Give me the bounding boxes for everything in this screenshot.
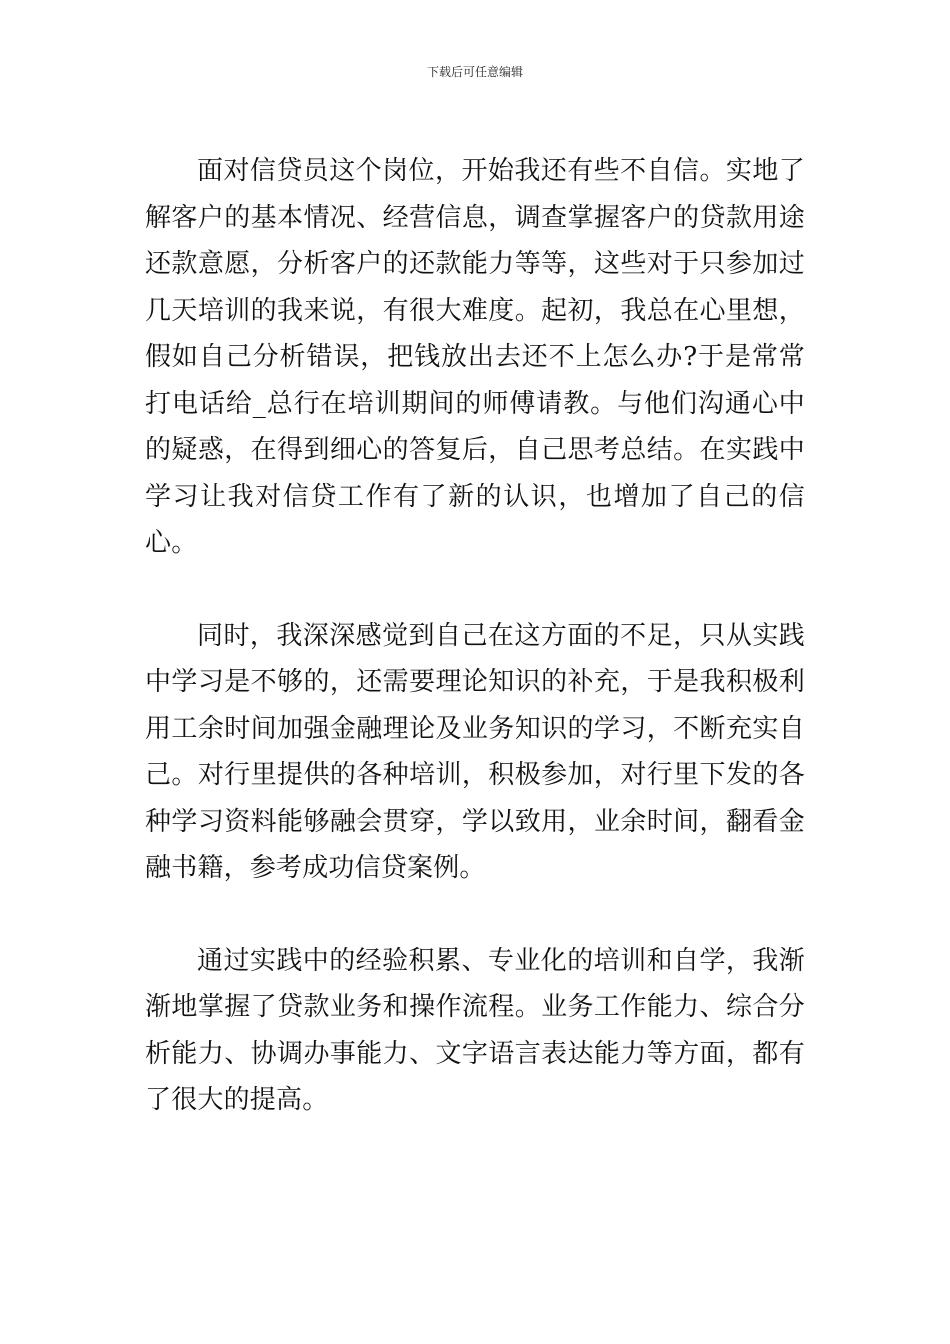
document-body (145, 148, 805, 1124)
paragraph-3: 通过实践中的经验积累、专业化的培训和自学，我渐渐地掌握了贷款业务和操作流程。业务工作能力、综合分析能力、协调办事能力、文字语言表达能力等方面，都有了很大的提高。 (145, 945, 805, 1115)
page-header: 下载后可任意编辑 (426, 65, 523, 79)
paragraph-1: 面对信贷员这个岗位，开始我还有些不自信。实地了解客户的基本情况、经营信息，调查掌握客户的贷款用途还款意愿，分析客户的还款能力等等，这些对于只参加过几天培训的我来说，有很大难度。起初，我总在心里想，假如自己分析错误，把钱放出去还不上怎么办?于是常常打电话给_总行在培训期间的师傅请教。与他们沟通心中的疑惑，在得到细心的答复后，自己思考总结。在实践中学习让我对信贷工作有了新的认识，也增加了自己的信心。 (145, 156, 805, 558)
paragraph-2: 同时，我深深感觉到自己在这方面的不足，只从实践中学习是不够的，还需要理论知识的补充，于是我积极利用工余时间加强金融理论及业务知识的学习，不断充实自己。对行里提供的各种培训，积极参加，对行里下发的各种学习资料能够融会贯穿，学以致用，业余时间，翻看金融书籍，参考成功信贷案例。 (145, 620, 805, 883)
